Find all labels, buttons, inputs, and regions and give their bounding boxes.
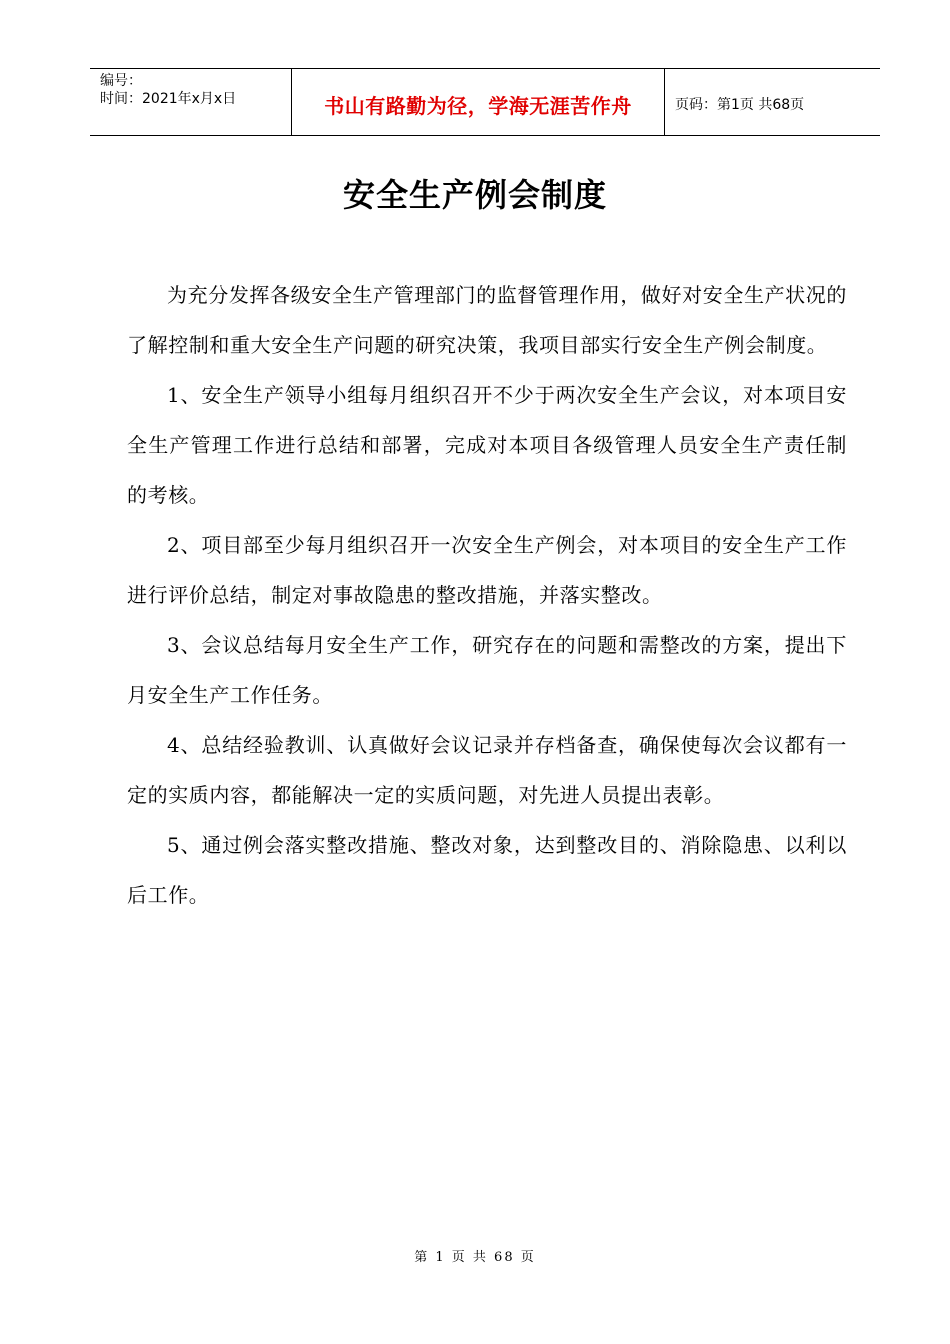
rule-paragraph-4: 4、总结经验教训、认真做好会议记录并存档备查，确保使每次会议都有一定的实质内容，都能解决一定的实质问题，对先进人员提出表彰。 [127, 733, 847, 807]
header-motto-cell [292, 69, 665, 135]
header-table [90, 68, 880, 136]
document-title: 安全生产例会制度 [342, 176, 607, 214]
header-meta-cell [90, 69, 292, 135]
motto-text: 书山有路勤为径，学海无涯苦作舟 [324, 93, 632, 118]
intro-paragraph: 为充分发挥各级安全生产管理部门的监督管理作用，做好对安全生产状况的了解控制和重大安全生产问题的研究决策，我项目部实行安全生产例会制度。 [127, 283, 847, 357]
page-code-label: 页码：第1页 共68页 [675, 97, 805, 113]
rule-paragraph-3: 3、会议总结每月安全生产工作，研究存在的问题和需整改的方案，提出下月安全生产工作任务。 [127, 633, 847, 707]
rule-paragraph-5: 5、通过例会落实整改措施、整改对象，达到整改目的、消除隐患、以利以后工作。 [127, 833, 847, 907]
document-number-label: 编号： [100, 73, 142, 89]
document-time-label: 时间：2021年x月x日 [100, 91, 237, 107]
page-footer: 第 1 页 共 68 页 [414, 1250, 536, 1265]
rule-paragraph-1: 1、安全生产领导小组每月组织召开不少于两次安全生产会议，对本项目安全生产管理工作进行总结和部署，完成对本项目各级管理人员安全生产责任制的考核。 [127, 383, 847, 507]
header-page-cell [665, 69, 880, 135]
rule-paragraph-2: 2、项目部至少每月组织召开一次安全生产例会，对本项目的安全生产工作进行评价总结，制定对事故隐患的整改措施，并落实整改。 [127, 533, 847, 607]
document-body [127, 270, 847, 920]
